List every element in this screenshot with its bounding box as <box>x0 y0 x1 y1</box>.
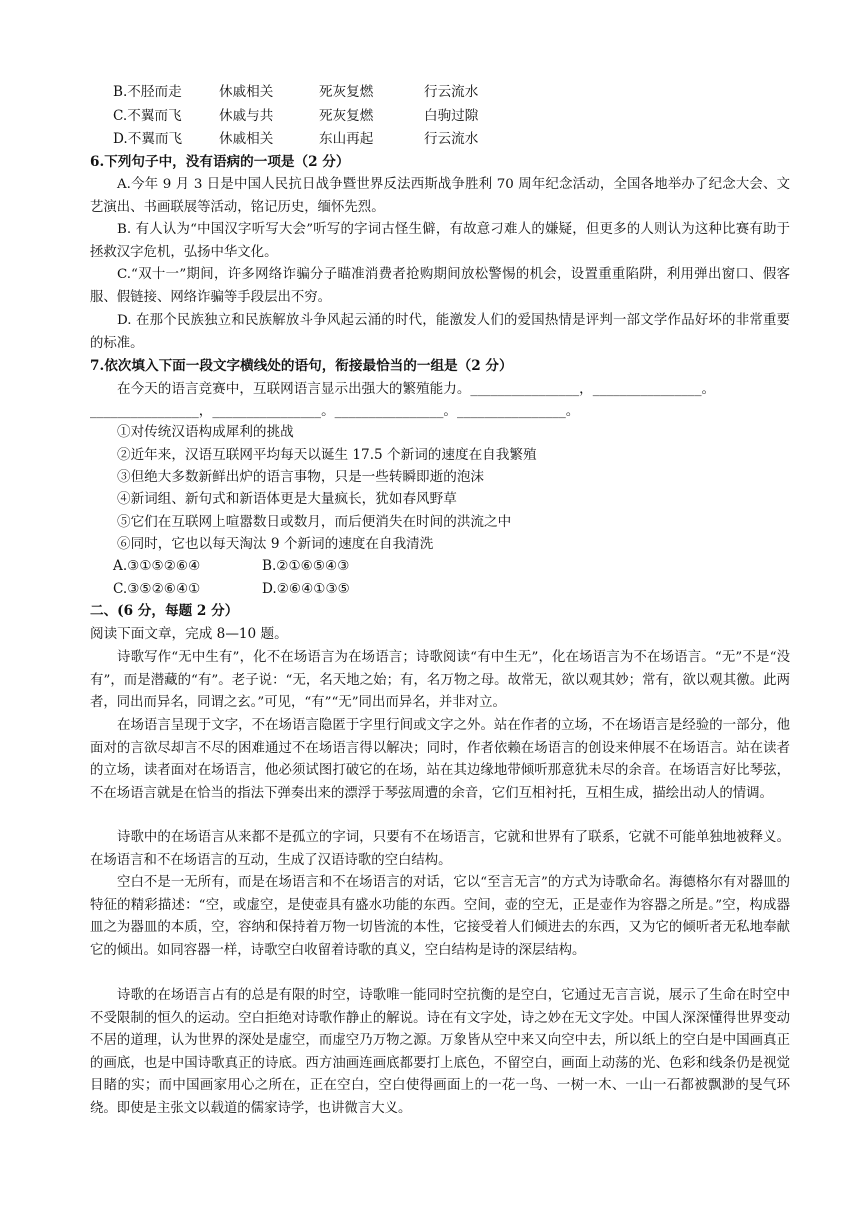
q7-choice-d: D.②⑥④①③⑤ <box>262 581 350 597</box>
article-paragraph-1: 诗歌写作“无中生有”，化不在场语言为在场语言；诗歌阅读“有中生无”，化在场语言为不在场语言。“无”不是“没有”，而是潜藏的“有”。老子说：“无，名天地之始；有，名万物之母。故常无，欲以观其妙；常有，欲以观其徼。此两者，同出而异名，同谓之玄。”可见，“有”“无”同出而异名，并非对立。 <box>90 650 790 710</box>
q5-option-b-word1: 休戚相关 <box>219 84 274 100</box>
q5-option-b-word3: 行云流水 <box>424 84 479 100</box>
q7-choice-c: C.③⑤②⑥④① <box>113 581 201 597</box>
q6-option-c: C.“双十一”期间，许多网络诈骗分子瞄准消费者抢购期间放松警惕的机会，设置重重陷阱，利用弹出窗口、假客服、假链接、网络诈骗等手段层出不穷。 <box>90 267 790 305</box>
article-paragraph-3: 诗歌中的在场语言从来都不是孤立的字词，只要有不在场语言，它就和世界有了联系，它就不可能单独地被释义。在场语言和不在场语言的互动，生成了汉语诗歌的空白结构。 <box>90 830 790 868</box>
q7-item-3: ③但绝大多数新鲜出炉的语言事物，只是一些转瞬即逝的泡沫 <box>117 469 485 485</box>
q7-choice-b: B.②①⑥⑤④③ <box>262 558 350 574</box>
article-paragraph-5: 诗歌的在场语言占有的总是有限的时空，诗歌唯一能同时空抗衡的是空白，它通过无言言说，展示了生命在时空中不受限制的恒久的运动。空白拒绝对诗歌作静止的解说。诗在有文字处，诗之妙在无文字处。中国人深深懂得世界变动不居的道理，认为世界的深处是虚空，而虚空乃万物之源。万象皆从空中来又向空中去，所以纸上的空白是中国画真正的画底，也是中国诗歌真正的诗底。西方油画连画底都要打上底色，不留空白，画面上动荡的光、色彩和线条仍是视觉目睹的实；而中国画家用心之所在，正在空白，空白使得画面上的一花一鸟、一树一木、一山一石都被飘渺的旻气环绕。即使是主张文以载道的儒家诗学，也讲微言大义。 <box>90 988 790 1116</box>
q5-option-d-word2: 东山再起 <box>319 131 374 147</box>
q7-passage-line1: 在今天的语言竞赛中，互联网语言显示出强大的繁殖能力。________________，________________。 <box>117 381 716 397</box>
q5-option-d <box>113 129 514 149</box>
article-paragraph-4: 空白不是一无所有，而是在场语言和不在场语言的对话，它以“至言无言”的方式为诗歌命名。海德格尔有对器皿的特征的精彩描述：“空，或虚空，是使壶具有盛水功能的东西。空间，壶的空无，正是壶作为容器之所是。”空，构成器皿之为器皿的本质，空，容纳和保持着万物一切皆流的本性，它接受着人们倾进去的东西，又为它的倾听者无私地奉献它的倾出。如同容器一样，诗歌空白收留着诗歌的真义，空白结构是诗的深层结构。 <box>90 875 790 958</box>
q7-item-6: ⑥同时，它也以每天淘汰 9 个新词的速度在自我清洗 <box>117 536 434 552</box>
q5-option-c-word1: 休戚与共 <box>219 108 274 124</box>
q7-item-2: ②近年来，汉语互联网平均每天以诞生 17.5 个新词的速度在自我繁殖 <box>117 447 537 463</box>
q7-stem: 7.依次填入下面一段文字横线处的语句，衔接最恰当的一组是（2 分） <box>90 358 513 374</box>
q5-option-b-word2: 死灰复燃 <box>319 84 374 100</box>
q7-item-1: ①对传统汉语构成犀利的挑战 <box>117 424 294 440</box>
q6-option-a: A.今年 9 月 3 日是中国人民抗日战争暨世界反法西斯战争胜利 70 周年纪念活动，全国各地举办了纪念大会、文艺演出、书画联展等活动，铭记历史，缅怀先烈。 <box>90 177 790 215</box>
q7-item-4: ④新词组、新句式和新语体更是大量疯长，犹如春风野草 <box>117 491 457 507</box>
q6-option-d: D. 在那个民族独立和民族解放斗争风起云涌的时代，能激发人们的爱国热情是评判一部文学作品好坏的非常重要的标准。 <box>90 313 790 351</box>
q5-option-b-label: B.不胫而走 <box>113 84 182 100</box>
q7-passage-line2: ________________，________________。________________。________________。 <box>90 403 580 419</box>
q5-option-c-label: C.不翼而飞 <box>113 108 182 124</box>
q5-option-c <box>113 106 514 126</box>
q5-option-c-word2: 死灰复燃 <box>319 108 374 124</box>
q5-option-b <box>113 82 514 102</box>
q6-option-b: B. 有人认为“中国汉字听写大会”听写的字词古怪生僻，有故意刁难人的嫌疑，但更多的人则认为这种比赛有助于拯救汉字危机，弘扬中华文化。 <box>90 222 790 260</box>
article-paragraph-2: 在场语言呈现于文字，不在场语言隐匿于字里行间或文字之外。站在作者的立场，不在场语言是经验的一部分，他面对的言欲尽却言不尽的困难通过不在场语言得以解决；同时，作者依赖在场语言的创设来伸展不在场语言。站在读者的立场，读者面对在场语言，他必须试图打破它的在场，站在其边缘地带倾听那意犹未尽的余音。在场语言好比琴弦，不在场语言就是在恰当的指法下弹奏出来的漂浮于琴弦周遭的余音，它们互相衬托，互相生成，描绘出动人的情调。 <box>90 718 790 801</box>
q5-option-d-word1: 休戚相关 <box>219 131 274 147</box>
section-2-intro: 阅读下面文章，完成 8—10 题。 <box>90 626 288 642</box>
q7-item-5: ⑤它们在互联网上喧嚣数日或数月，而后便消失在时间的洪流之中 <box>117 514 512 530</box>
q5-option-c-word3: 白驹过隙 <box>424 108 479 124</box>
q7-choice-a: A.③①⑤②⑥④ <box>113 558 201 574</box>
q6-stem: 6.下列句子中，没有语病的一项是（2 分） <box>90 154 350 170</box>
q5-option-d-word3: 行云流水 <box>424 131 479 147</box>
section-2-heading: 二、(6 分，每题 2 分） <box>90 603 239 619</box>
q5-option-d-label: D.不翼而飞 <box>113 131 183 147</box>
